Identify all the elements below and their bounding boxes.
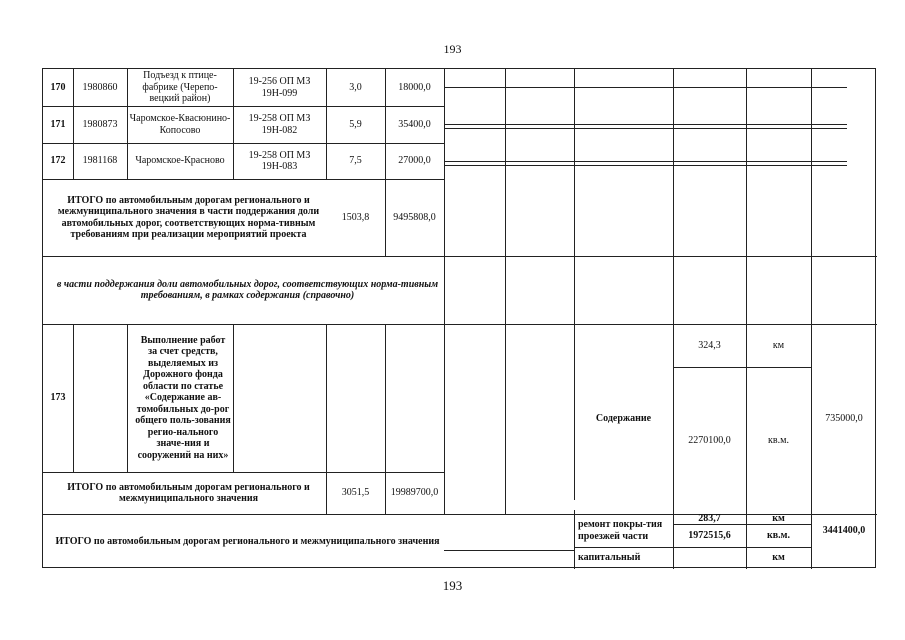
road-length: 3,0 (349, 81, 362, 93)
road-cost: 35400,0 (398, 118, 431, 130)
itogo-cost: 9495808,0 (393, 211, 436, 223)
road-name: Чаромское-Красново (135, 155, 225, 167)
work-type: ремонт покры-тия проезжей части (578, 519, 663, 542)
work-description: Выполнение работ за счет средств, выделяемых из Дорожного фонда области по статье «Содержание ав-томобильных до-рог общего поль-зования регио-нального значе-ния и сооружений на них» (135, 334, 231, 461)
road-id: 19-256 ОП МЗ 19Н-099 (248, 76, 311, 99)
itogo-label: ИТОГО по автомобильным дорогам регионального и межмуниципального значения (67, 481, 310, 504)
quantity-sqm: 2270100,0 (688, 434, 731, 446)
unit-sqm: кв.м. (768, 434, 789, 446)
road-code: 1980860 (82, 81, 118, 93)
row-number: 171 (50, 118, 66, 130)
itogo-label: ИТОГО по автомобильным дорогам регионального и межмуниципального значения (55, 535, 440, 547)
road-code: 1980873 (82, 118, 118, 130)
row-number: 170 (50, 81, 66, 93)
road-id: 19-258 ОП МЗ 19Н-083 (248, 149, 311, 172)
quantity-km: 324,3 (698, 339, 721, 351)
row-number: 172 (50, 155, 66, 167)
unit-km: км (772, 513, 785, 525)
itogo-cost: 19989700,0 (390, 487, 439, 499)
road-cost: 27000,0 (398, 155, 431, 167)
work-type: Содержание (595, 413, 652, 425)
unit-km: км (772, 552, 785, 564)
section-heading: в части поддержания доли автомобильных дорог, соответствующих норма-тивным требованиям, в рамках содержания (справочно) (56, 278, 439, 301)
itogo-length: 3051,5 (341, 487, 370, 499)
work-type: капитальный (578, 552, 641, 564)
total-cost: 3441400,0 (822, 524, 866, 536)
row-number: 173 (50, 392, 66, 404)
road-name: Подъезд к птице-фабрике (Черепо-вецкий район) (142, 70, 218, 105)
itogo-length: 1503,8 (341, 211, 370, 223)
road-code: 1981168 (82, 155, 118, 167)
road-works-table (42, 68, 876, 568)
quantity-km: 283,7 (698, 513, 721, 525)
page-number-top: 193 (443, 42, 462, 56)
road-length: 7,5 (349, 155, 362, 167)
road-cost: 18000,0 (398, 81, 431, 93)
road-name: Чаромское-Квасюнино-Копосово (129, 113, 231, 136)
itogo-label: ИТОГО по автомобильным дорогам регионального и межмуниципального значения в части поддержания доли автомобильных дорог, соответствующих норма-тивным требованиям при реализации мероприятий проекта (57, 194, 320, 240)
road-length: 5,9 (349, 118, 362, 130)
road-id: 19-258 ОП МЗ 19Н-082 (248, 113, 311, 136)
unit-sqm: кв.м. (767, 529, 790, 541)
unit-km: км (772, 339, 785, 351)
total-cost: 735000,0 (825, 413, 863, 425)
quantity-sqm: 1972515,6 (688, 529, 731, 541)
page-number-bottom: 193 (442, 578, 463, 593)
